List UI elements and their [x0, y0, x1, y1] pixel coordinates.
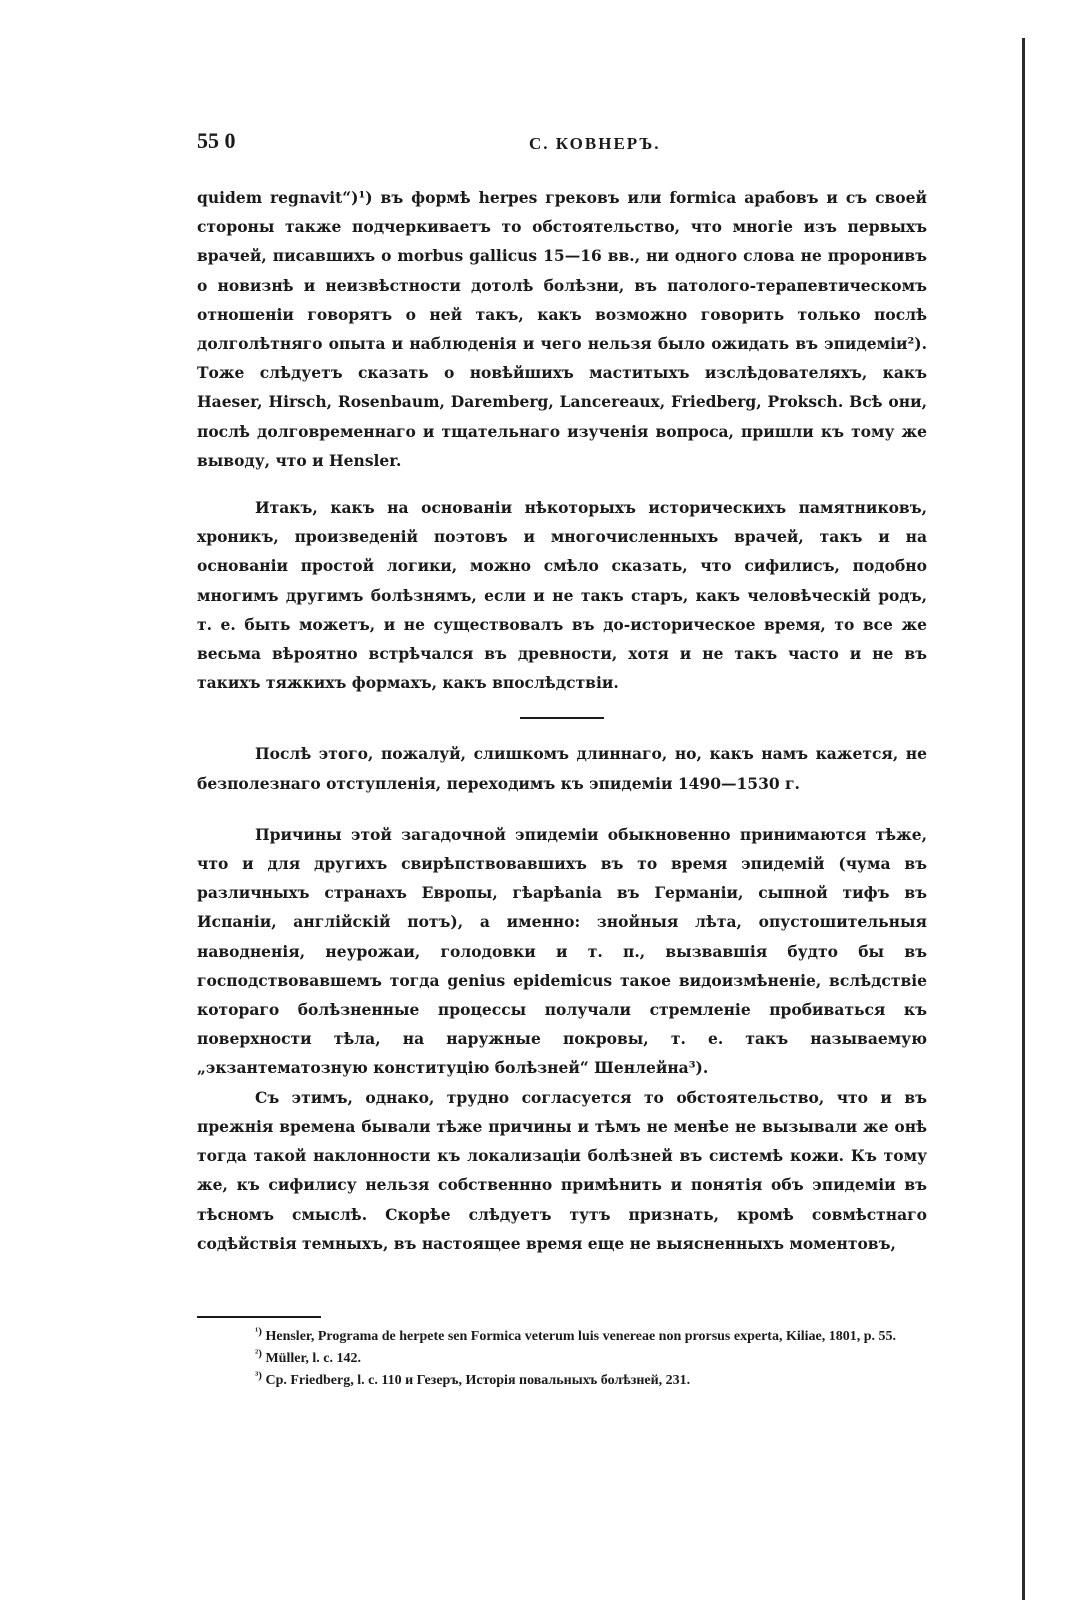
running-head: С. КОВНЕРЪ. [529, 134, 661, 153]
footnote-marker: ¹) [255, 1325, 262, 1338]
paragraph-transition: Послѣ этого, пожалуй, слишкомъ длиннаго, но, какъ намъ кажется, не безполезнаго отступленія, переходимъ къ эпидеміи 1490—1530 г. [197, 744, 927, 793]
paragraph-causes: Причины этой загадочной эпидеміи обыкновенно принимаются тѣже, что и для другихъ свирѣпствовавшихъ въ то время эпидемій (чума въ различныхъ странахъ Европы, гѣарѣаnia въ Германіи, сыпной тифъ въ Испаніи, англійскій потъ), а именно: знойныя лѣта, опустошительныя наводненія, неурожаи, голодовки и т. п., вызвавшія будто бы въ господствовавшемъ тогда genius epidemicus такое видоизмѣненіе, вслѣдствіе котораго болѣзненные процессы получали стремленіе пробиваться къ поверхности тѣла, на наружные покровы, т. е. такъ называемую „экзантематозную конституцію болѣзней“ Шенлейна³). [197, 824, 927, 1078]
page-number: 55 0 [197, 128, 236, 153]
section-divider [520, 717, 604, 719]
footnote-1 [197, 1326, 927, 1348]
footnote-divider [197, 1316, 321, 1318]
paragraph-conclusion: Итакъ, какъ на основаніи нѣкоторыхъ историческихъ памятниковъ, хроникъ, произведеній поэтовъ и многочисленныхъ врачей, такъ и на основаніи простой логики, можно смѣло сказать, что сифилисъ, подобно многимъ другимъ болѣзнямъ, если и не такъ старъ, какъ человѣческій родъ, т. е. быть можетъ, и не существовалъ въ до-историческое время, то все же весьма вѣроятно встрѣчался въ древности, хотя и не такъ часто и не въ такихъ тяжкихъ формахъ, какъ впослѣдствіи. [197, 498, 927, 693]
footnote-3 [197, 1370, 927, 1392]
page-header [197, 128, 927, 168]
footnote-marker: ³) [255, 1369, 262, 1382]
main-text [197, 183, 927, 1258]
footnote-text: Müller, l. c. 142. [265, 1351, 361, 1366]
footnote-text: Ср. Friedberg, l. c. 110 и Гезеръ, Исторія повальныхъ болѣзней, 231. [265, 1373, 691, 1388]
footnote-text: Hensler, Programa de herpete sen Formica veterum luis venereae non prorsus experta, Kiliae, 1801, p. 55. [265, 1329, 897, 1344]
paragraph-continued: quidem regnavit“)¹) въ формѣ herpes грековъ или formica арабовъ и съ своей стороны также подчеркиваетъ то обстоятельство, что многіе изъ первыхъ врачей, писавшихъ о morbus gallicus 15—16 вв., ни одного слова не проронивъ о новизнѣ и неизвѣстности дотолѣ болѣзни, въ патолого-терапевтическомъ отношеніи говорятъ о ней такъ, какъ возможно говорить только послѣ долголѣтняго опыта и наблюденія и чего нельзя было ожидать въ эпидеміи²). Тоже слѣдуетъ сказать о новѣйшихъ маститыхъ изслѣдователяхъ, какъ Haeser, Hirsch, Rosenbaum, Daremberg, Lancereaux, Friedberg, Proksch. Всѣ они, послѣ долговременнаго и тщательнаго изученія вопроса, пришли къ тому же выводу, что и Hensler. [197, 188, 927, 470]
footnotes [197, 1326, 927, 1392]
page-edge-line [1022, 38, 1025, 1600]
paragraph-objection: Съ этимъ, однако, трудно согласуется то обстоятельство, что и въ прежнія времена бывали тѣже причины и тѣмъ не менѣе не вызывали же онѣ тогда такой наклонности къ локализаціи болѣзней въ системѣ кожи. Къ тому же, къ сифилису нельзя собственнно примѣнить и понятія объ эпидеміи въ тѣсномъ смыслѣ. Скорѣе слѣдуетъ тутъ признать, кромѣ совмѣстнаго содѣйствія темныхъ, въ настоящее время еще не выясненныхъ моментовъ, [197, 1087, 927, 1253]
footnote-2 [197, 1348, 927, 1370]
footnote-marker: ²) [255, 1347, 262, 1360]
